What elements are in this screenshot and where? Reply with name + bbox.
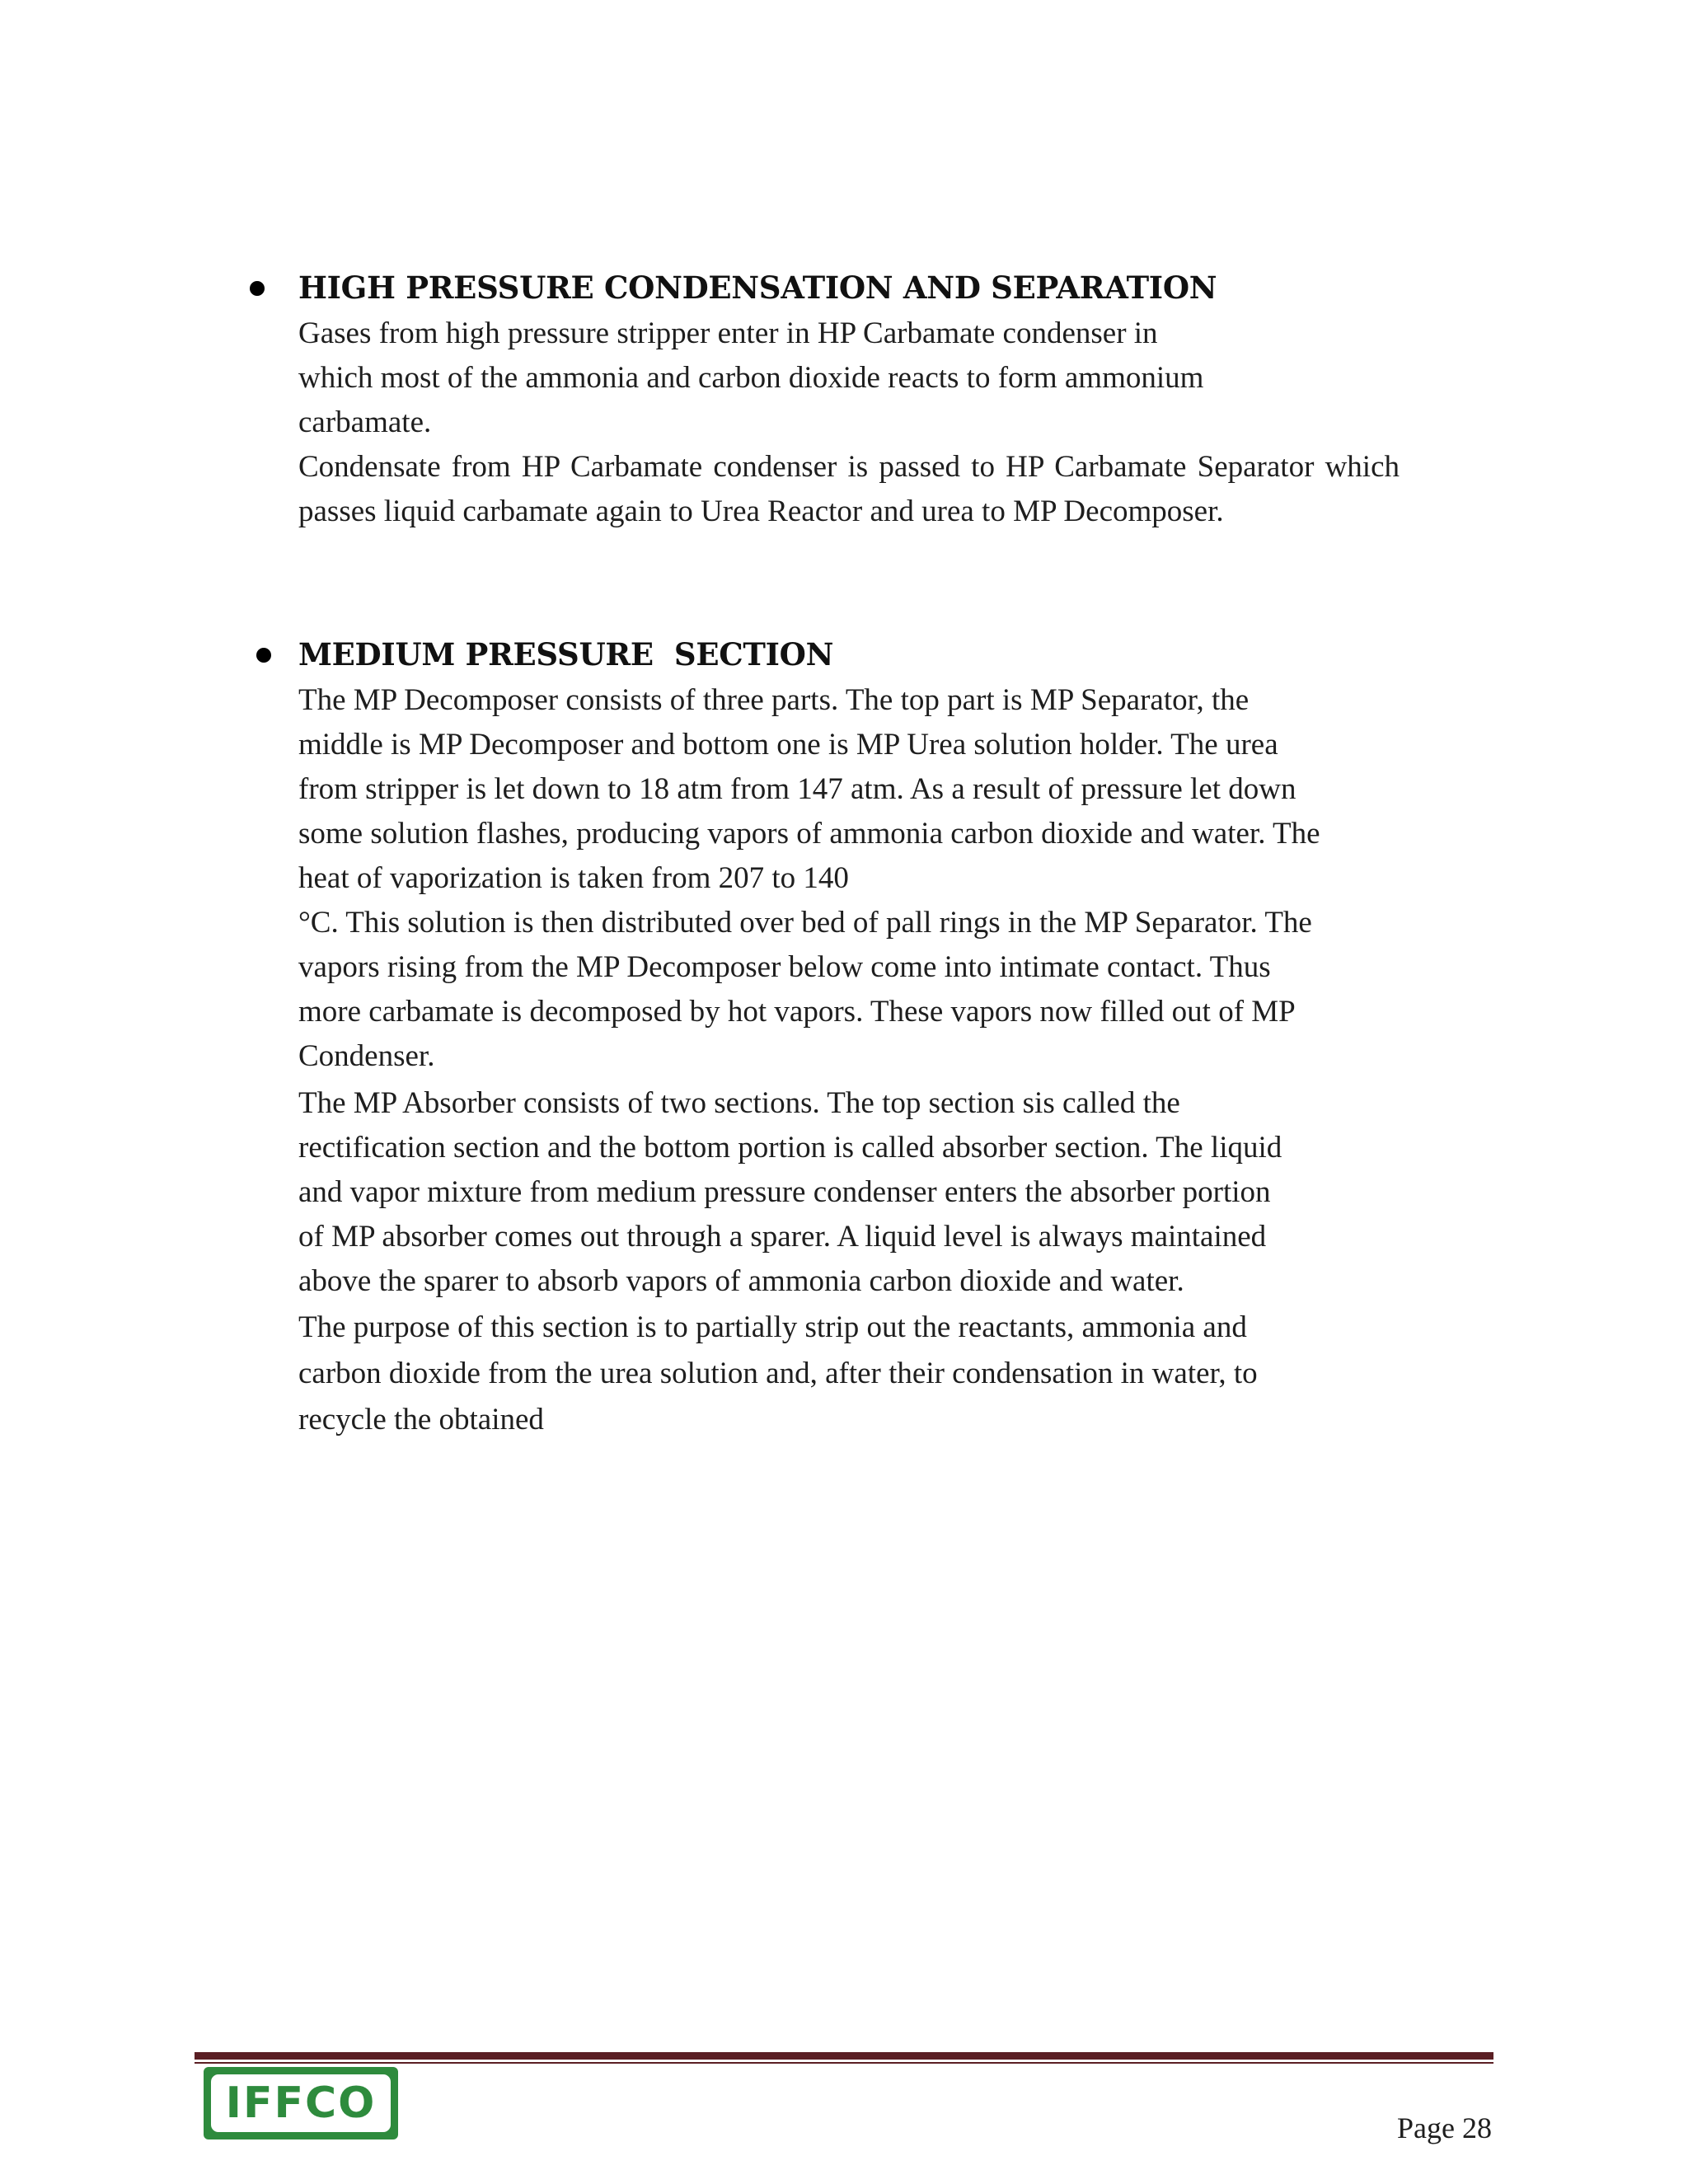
- text-line: °C. This solution is then distributed over bed of pall rings in the MP Separator. The: [298, 906, 1312, 940]
- bullet-icon: [250, 281, 265, 296]
- text-line: and vapor mixture from medium pressure condenser enters the absorber portion: [298, 1175, 1271, 1209]
- text-line: some solution flashes, producing vapors of ammonia carbon dioxide and water. The: [298, 817, 1320, 851]
- mp-section-heading: MEDIUM PRESSURE SECTION: [298, 636, 834, 673]
- mp-paragraph-1: [298, 678, 1477, 1079]
- text-line: vapors rising from the MP Decomposer below come into intimate contact. Thus: [298, 950, 1271, 984]
- text-line: heat of vaporization is taken from 207 to 140: [298, 861, 849, 895]
- bullet-icon: [256, 648, 271, 663]
- hp-paragraph-1: [298, 312, 1477, 445]
- hp-section: [298, 265, 1477, 534]
- footer-rule: [195, 2052, 1493, 2060]
- mp-paragraph-2: [298, 1081, 1477, 1304]
- iffco-logo: [204, 2067, 398, 2139]
- text-line: which most of the ammonia and carbon dioxide reacts to form ammonium: [298, 361, 1204, 395]
- footer-rule-thin: [195, 2062, 1493, 2064]
- text-line: Gases from high pressure stripper enter in HP Carbamate condenser in: [298, 316, 1158, 350]
- text-line: middle is MP Decomposer and bottom one is MP Urea solution holder. The urea: [298, 728, 1278, 762]
- iffco-logo-inner: [209, 2072, 393, 2135]
- text-line: from stripper is let down to 18 atm from 147 atm. As a result of pressure let down: [298, 772, 1296, 806]
- iffco-logo-text: IFFCO: [225, 2079, 377, 2128]
- hp-section-heading: HIGH PRESSURE CONDENSATION AND SEPARATION: [298, 269, 1217, 306]
- mp-paragraph-3: [298, 1305, 1477, 1442]
- text-line: Condenser.: [298, 1039, 435, 1073]
- text-line: The MP Absorber consists of two sections. The top section sis called the: [298, 1086, 1180, 1120]
- text-line: carbamate.: [298, 405, 432, 439]
- text-line: The MP Decomposer consists of three parts. The top part is MP Separator, the: [298, 683, 1250, 717]
- text-line: The purpose of this section is to partially strip out the reactants, ammonia and: [298, 1310, 1247, 1344]
- text-line: recycle the obtained: [298, 1403, 544, 1436]
- text-line: carbon dioxide from the urea solution and, after their condensation in water, to: [298, 1357, 1258, 1390]
- text-line: of MP absorber comes out through a sparer. A liquid level is always maintained: [298, 1220, 1267, 1254]
- text-line: above the sparer to absorb vapors of ammonia carbon dioxide and water.: [298, 1264, 1184, 1298]
- page-number: Page 28: [1397, 2111, 1492, 2144]
- hp-paragraph-2: Condensate from HP Carbamate condenser is passed to HP Carbamate Separator which passes liquid carbamate again to Urea Reactor and urea to MP Decomposer.: [298, 450, 1400, 528]
- text-line: more carbamate is decomposed by hot vapors. These vapors now filled out of MP: [298, 995, 1296, 1029]
- text-line: rectification section and the bottom portion is called absorber section. The liquid: [298, 1131, 1282, 1165]
- mp-section: [298, 632, 1477, 1442]
